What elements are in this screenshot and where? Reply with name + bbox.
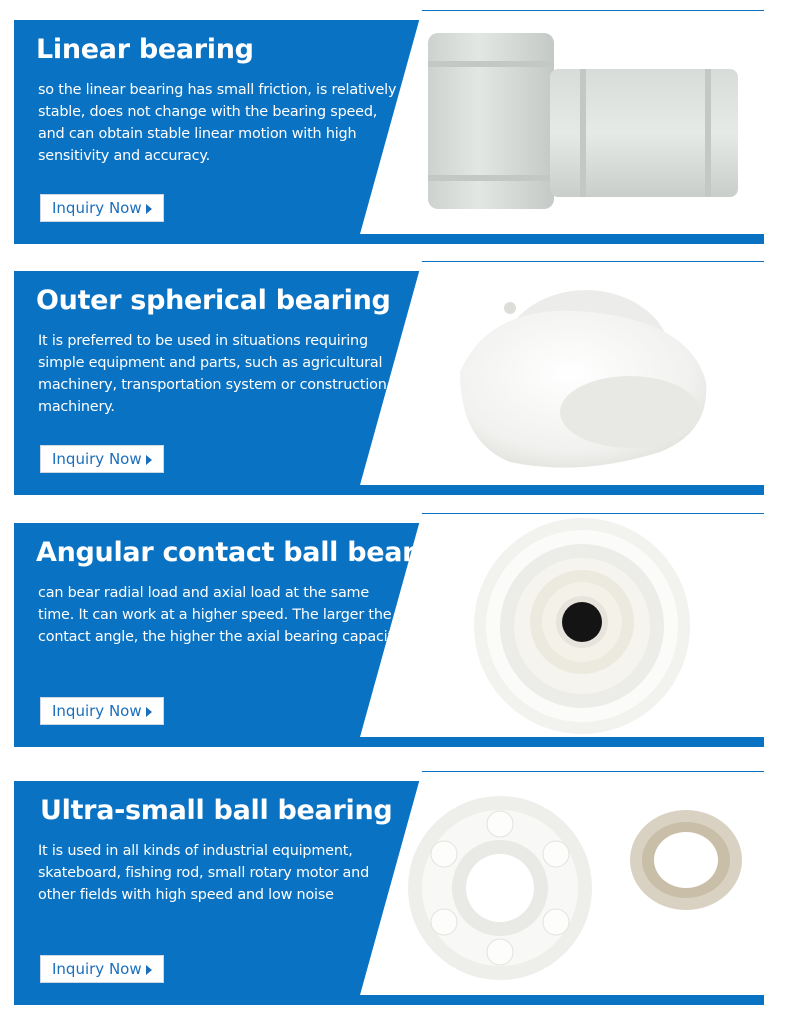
product-card-ultra-small-ball-bearing bbox=[14, 771, 764, 1005]
caret-right-icon bbox=[146, 204, 152, 214]
card-title: Ultra-small ball bearing bbox=[40, 795, 393, 826]
card-title: Linear bearing bbox=[36, 34, 254, 65]
inquiry-now-button[interactable] bbox=[40, 697, 164, 725]
caret-right-icon bbox=[146, 707, 152, 717]
card-description: can bear radial load and axial load at the same time. It can work at a higher speed. The larger the contact angle, the higher the axial bearing capacity. bbox=[38, 585, 404, 645]
card-description: It is used in all kinds of industrial equipment, skateboard, fishing rod, small rotary motor and other fields with high speed and low noise bbox=[38, 843, 370, 903]
button-label: Inquiry Now bbox=[52, 450, 142, 468]
product-card-linear-bearing bbox=[14, 10, 764, 244]
inquiry-now-button[interactable] bbox=[40, 194, 164, 222]
card-description: so the linear bearing has small friction, is relatively stable, does not change with the bearing speed, and can obtain stable linear motion with high sensitivity and accuracy. bbox=[38, 82, 397, 164]
inquiry-now-button[interactable] bbox=[40, 445, 164, 473]
button-label: Inquiry Now bbox=[52, 199, 142, 217]
outer-spherical-bearing-image bbox=[360, 261, 765, 486]
caret-right-icon bbox=[146, 965, 152, 975]
card-title: Angular contact ball bearing bbox=[36, 537, 463, 568]
caret-right-icon bbox=[146, 455, 152, 465]
ultra-small-ball-bearing-image bbox=[360, 771, 765, 996]
button-label: Inquiry Now bbox=[52, 960, 142, 978]
product-card-outer-spherical-bearing bbox=[14, 261, 764, 495]
button-label: Inquiry Now bbox=[52, 702, 142, 720]
card-description: It is preferred to be used in situations requiring simple equipment and parts, such as agricultural machinery, transportation system or construction machinery. bbox=[38, 333, 387, 415]
inquiry-now-button[interactable] bbox=[40, 955, 164, 983]
card-title: Outer spherical bearing bbox=[36, 285, 391, 316]
linear-bearing-image bbox=[360, 10, 765, 235]
product-card-angular-contact-ball-bearing bbox=[14, 513, 764, 747]
